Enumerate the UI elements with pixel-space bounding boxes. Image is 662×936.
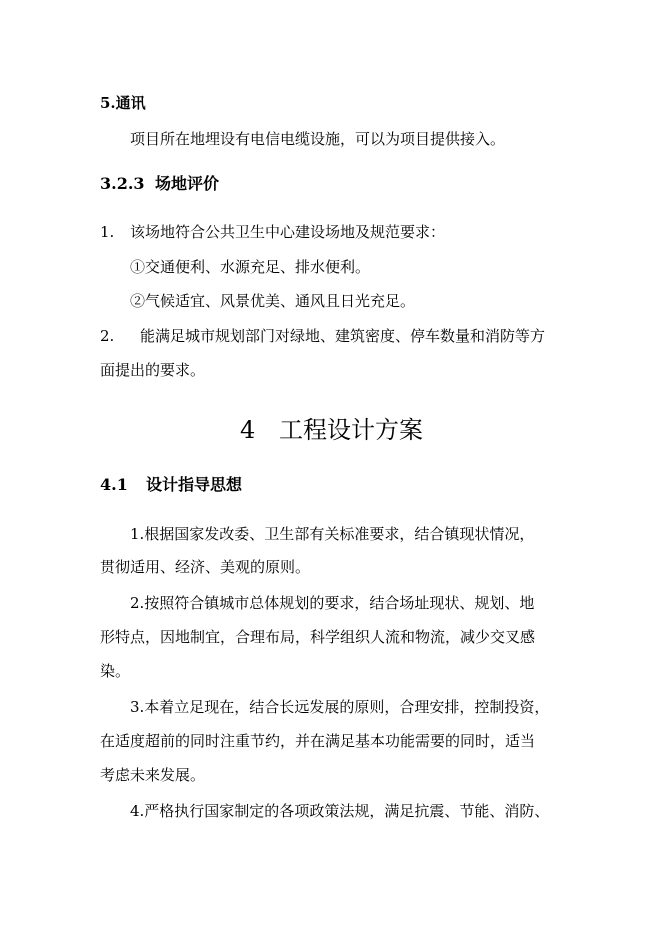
list-item-1-sub-1: ①交通便利、水源充足、排水便利。 (130, 258, 371, 276)
section-3-2-3-title: 场地评价 (155, 174, 220, 193)
paragraph-3-line-2: 在适度超前的同时注重节约，并在满足基本功能需要的同时，适当 (100, 732, 536, 750)
list-item-2-text-line-2: 面提出的要求。 (100, 361, 206, 379)
paragraph-1-line-2: 贯彻适用、经济、美观的原则。 (100, 558, 311, 576)
chapter-4-number: 4 (240, 416, 256, 444)
paragraph-4-line-1: 4.严格执行国家制定的各项政策法规，满足抗震、节能、消防、 (130, 802, 550, 820)
section-3-2-3-number: 3.2.3 (100, 174, 145, 193)
list-item-1-text: 该场地符合公共卫生中心建设场地及规范要求： (130, 223, 446, 241)
paragraph-3-line-3: 考虑未来发展。 (100, 766, 206, 784)
chapter-4-title: 工程设计方案 (279, 416, 423, 444)
list-item-2-number: 2. (100, 327, 115, 345)
section-4-1-number: 4.1 (100, 475, 128, 494)
paragraph-1-line-1: 1.根据国家发改委、卫生部有关标准要求，结合镇现状情况， (130, 525, 535, 543)
section-4-1-title: 设计指导思想 (146, 475, 243, 494)
list-item-1-sub-2: ②气候适宜、风景优美、通风且日光充足。 (130, 292, 416, 310)
list-item-2-text-line-1: 能满足城市规划部门对绿地、建筑密度、停车数量和消防等方 (140, 327, 546, 345)
section-5-body: 项目所在地埋设有电信电缆设施，可以为项目提供接入。 (130, 130, 506, 148)
paragraph-2-line-2: 形特点，因地制宜，合理布局，科学组织人流和物流，减少交叉感 (100, 628, 536, 646)
paragraph-3-line-1: 3.本着立足现在，结合长远发展的原则，合理安排，控制投资， (130, 698, 550, 716)
list-item-1-number: 1. (100, 223, 115, 241)
paragraph-2-line-1: 2.按照符合镇城市总体规划的要求，结合场址现状、规划、地 (130, 594, 535, 612)
paragraph-2-line-3: 染。 (100, 662, 131, 680)
section-5-heading: 5.通讯 (100, 94, 146, 112)
